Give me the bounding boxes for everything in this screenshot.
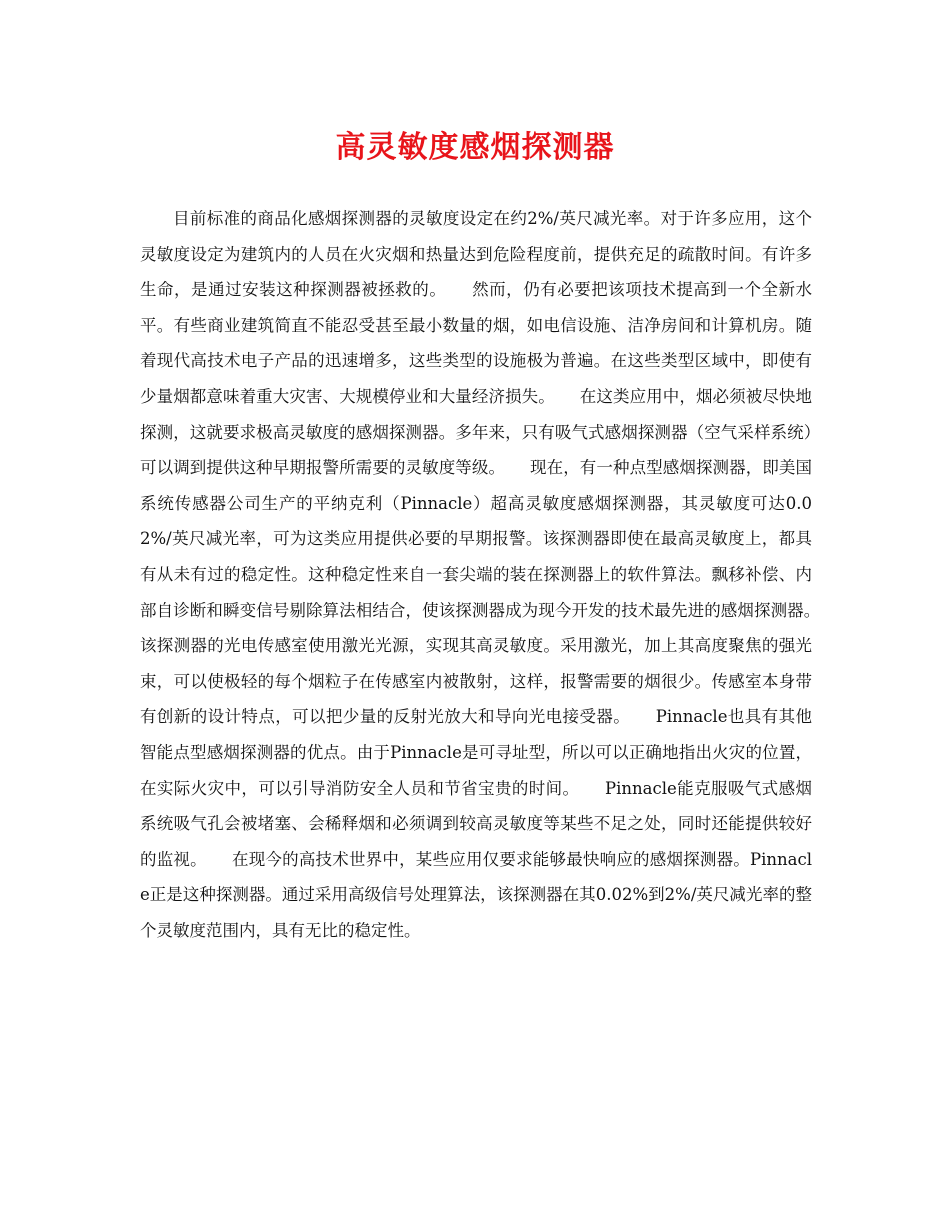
document-title: 高灵敏度感烟探测器 <box>335 130 615 165</box>
document-body-paragraph: 目前标准的商品化感烟探测器的灵敏度设定在约2%/英尺减光率。对于许多应用，这个灵敏度设定为建筑内的人员在火灾烟和热量达到危险程度前，提供充足的疏散时间。有许多生命，是通过安装这种探测器被拯救的。 然而，仍有必要把该项技术提高到一个全新水平。有些商业建筑简直不能忍受甚至最小数量的烟，如电信设施、洁净房间和计算机房。随着现代高技术电子产品的迅速增多，这些类型的设施极为普遍。在这些类型区域中，即使有少量烟都意味着重大灾害、大规模停业和大量经济损失。 在这类应用中，烟必须被尽快地探测，这就要求极高灵敏度的感烟探测器。多年来，只有吸气式感烟探测器（空气采样系统）可以调到提供这种早期报警所需要的灵敏度等级。 现在，有一种点型感烟探测器，即美国系统传感器公司生产的平纳克利（Pinnacle）超高灵敏度感烟探测器，其灵敏度可达0.02%/英尺减光率，可为这类应用提供必要的早期报警。该探测器即使在最高灵敏度上，都具有从未有过的稳定性。这种稳定性来自一套尖端的装在探测器上的软件算法。飘移补偿、内部自诊断和瞬变信号剔除算法相结合，使该探测器成为现今开发的技术最先进的感烟探测器。 该探测器的光电传感室使用激光光源，实现其高灵敏度。采用激光，加上其高度聚焦的强光束，可以使极轻的每个烟粒子在传感室内被散射，这样，报警需要的烟很少。传感室本身带有创新的设计特点，可以把少量的反射光放大和导向光电接受器。 Pinnacle也具有其他智能点型感烟探测器的优点。由于Pinnacle是可寻址型，所以可以正确地指出火灾的位置，在实际火灾中，可以引导消防安全人员和节省宝贵的时间。 Pinnacle能克服吸气式感烟系统吸气孔会被堵塞、会稀释烟和必须调到较高灵敏度等某些不足之处，同时还能提供较好的监视。 在现今的高技术世界中，某些应用仅要求能够最快响应的感烟探测器。Pinnacle正是这种探测器。通过采用高级信号处理算法，该探测器在其0.02%到2%/英尺减光率的整个灵敏度范围内，具有无比的稳定性。 <box>140 209 845 940</box>
